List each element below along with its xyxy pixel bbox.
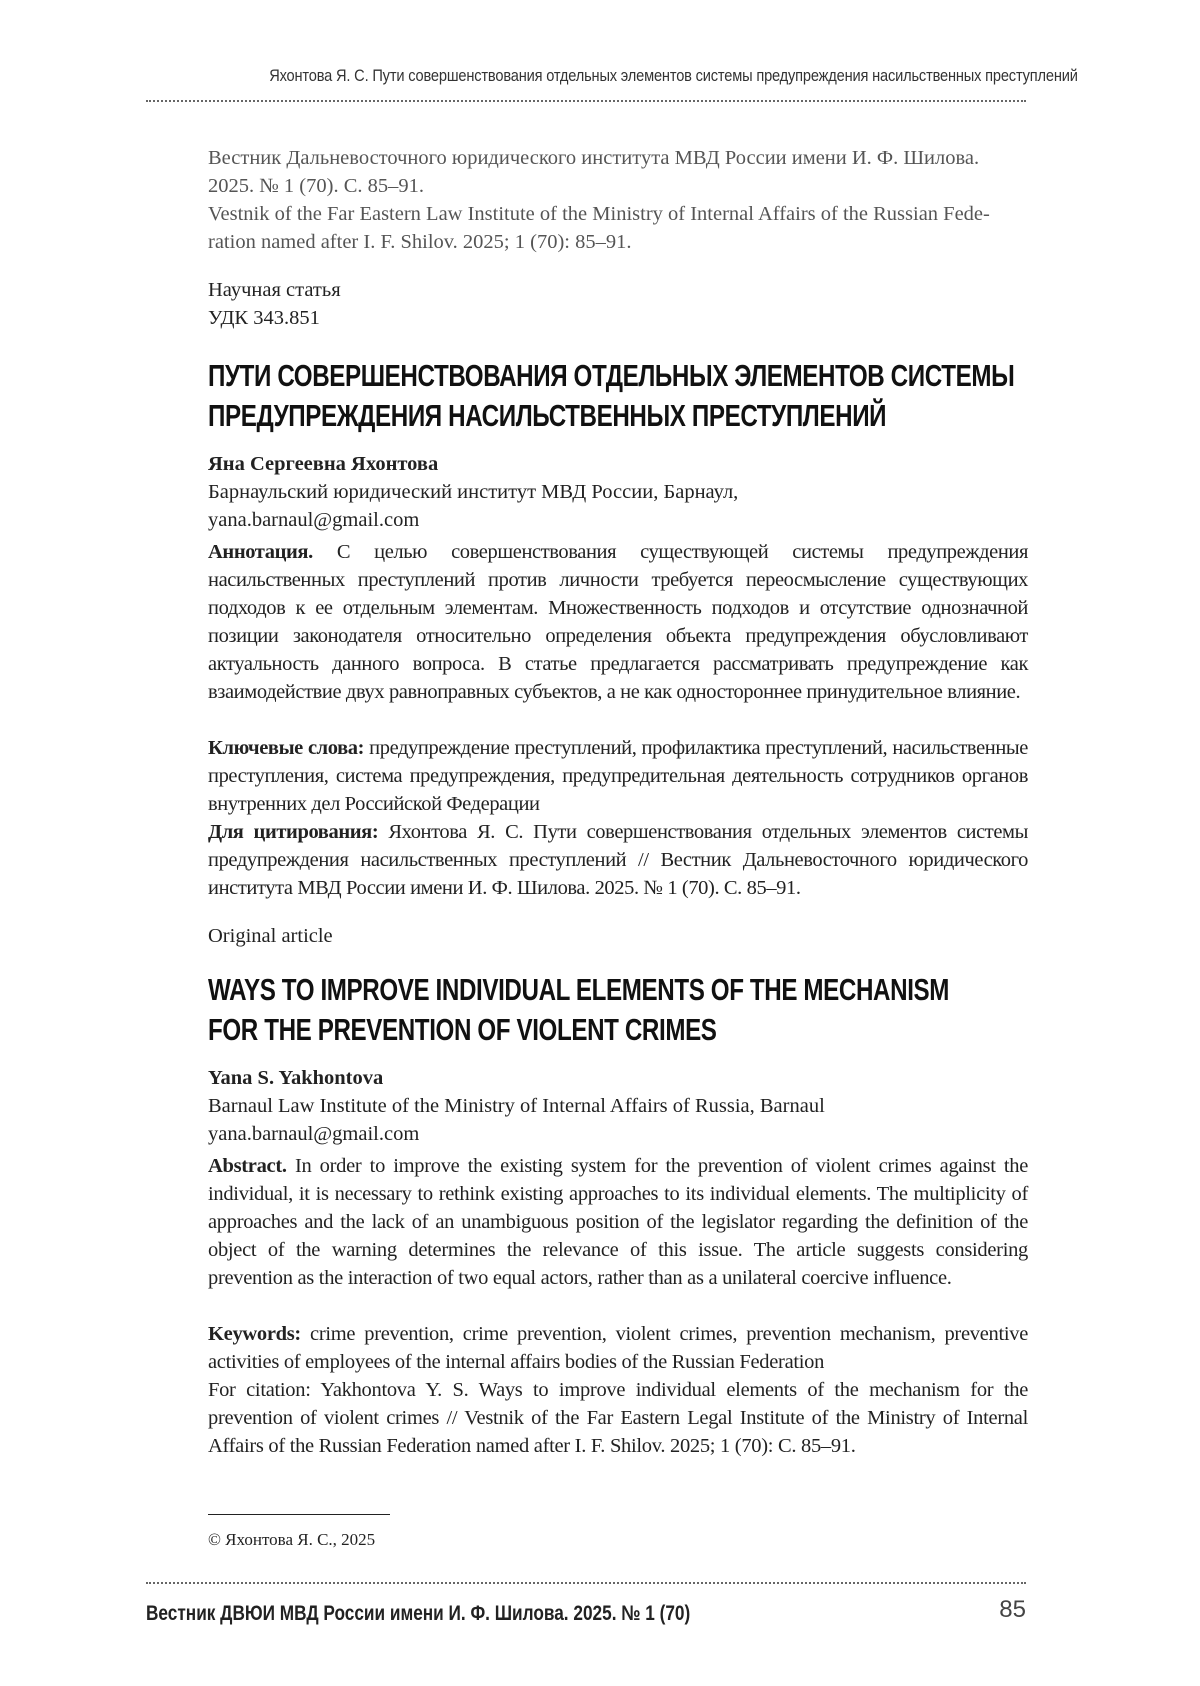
author-name-ru: Яна Сергеевна Яхонтова bbox=[208, 453, 439, 475]
footer-divider bbox=[146, 1582, 1026, 1584]
title-ru-line1: ПУТИ СОВЕРШЕНСТВОВАНИЯ ОТДЕЛЬНЫХ ЭЛЕМЕНТОВ СИСТЕМЫ bbox=[208, 358, 1015, 393]
title-ru-line2: ПРЕДУПРЕЖДЕНИЯ НАСИЛЬСТВЕННЫХ ПРЕСТУПЛЕНИЙ bbox=[208, 398, 887, 433]
title-en bbox=[208, 970, 1158, 1050]
copyright: © Яхонтова Я. С., 2025 bbox=[208, 1530, 376, 1549]
keywords-text-ru: предупреждение преступлений, профилактика преступлений, насильственные преступления, система предупреждения, предупредительная деятельность сотрудников органов внутренних дел Российской Федерации bbox=[208, 737, 1028, 815]
citation-label-ru: Для цитирования: bbox=[208, 821, 379, 843]
journal-reference bbox=[208, 144, 1028, 256]
affiliation-en: Barnaul Law Institute of the Ministry of Internal Affairs of Russia, Barnaul bbox=[208, 1095, 825, 1117]
keywords-text-en: crime prevention, crime prevention, violent crimes, prevention mechanism, preventive activities of employees of the internal affairs bodies of the Russian Federation bbox=[208, 1323, 1028, 1373]
article-type-en: Original article bbox=[208, 925, 333, 947]
affiliation-ru: Барнаульский юридический институт МВД России, Барнаул, bbox=[208, 481, 739, 503]
abstract-ru bbox=[208, 538, 1028, 706]
email-en: yana.barnaul@gmail.com bbox=[208, 1123, 420, 1145]
author-block-en bbox=[208, 1064, 1028, 1148]
running-head: Яхонтова Я. С. Пути совершенствования отдельных элементов системы предупреждения насильственных преступлений bbox=[269, 66, 1078, 85]
abstract-label-ru: Аннотация. bbox=[208, 541, 313, 563]
email-ru: yana.barnaul@gmail.com bbox=[208, 509, 420, 531]
journal-ref-ru-line1: Вестник Дальневосточного юридического института МВД России имени И. Ф. Шилова. bbox=[208, 147, 980, 169]
abstract-text-en: In order to improve the existing system for the prevention of violent crimes against the individual, it is necessary to rethink existing approaches to its individual elements. The multiplicity of approaches and the lack of an unambiguous position of the legislator regarding the definition of the object of the warning determines the relevance of this issue. The article suggests considering prevention as the interaction of two equal actors, rather than as a unilateral coercive influence. bbox=[208, 1155, 1028, 1289]
abstract-label-en: Abstract. bbox=[208, 1155, 287, 1177]
abstract-en bbox=[208, 1152, 1028, 1292]
abstract-text-ru: С целью совершенствования существующей системы предупреждения насильственных преступлений против личности требуется переосмысление существующих подходов к ее отдельным элементам. Множественность подходов и отсутствие однозначной позиции законодателя относительно определения объекта предупреждения обусловливают актуальность данного вопроса. В статье предлагается рассматривать предупреждение как взаимодействие двух равноправных субъектов, а не как одностороннее принудительное влияние. bbox=[208, 541, 1028, 703]
citation-text-en: For citation: Yakhontova Y. S. Ways to improve individual elements of the mechanism for the prevention of violent crimes // Vestnik of the Far Eastern Legal Institute of the Ministry of Internal Affairs of the Russian Federation named after I. F. Shilov. 2025; 1 (70): C. 85–91. bbox=[208, 1379, 1028, 1457]
title-en-line1: WAYS TO IMPROVE INDIVIDUAL ELEMENTS OF THE MECHANISM bbox=[208, 972, 950, 1007]
keywords-label-en: Keywords: bbox=[208, 1323, 301, 1345]
citation-text-ru: Яхонтова Я. С. Пути совершенствования отдельных элементов системы предупреждения насильственных преступлений // Вестник Дальневосточного юридического института МВД России имени И. Ф. Шилова. 2025. № 1 (70). С. 85–91. bbox=[208, 821, 1029, 899]
journal-ref-en-line1: Vestnik of the Far Eastern Law Institute of the Ministry of Internal Affairs of the Russian Fede- bbox=[208, 203, 990, 225]
journal-ref-ru-line2: 2025. № 1 (70). С. 85–91. bbox=[208, 175, 425, 197]
udc: УДК 343.851 bbox=[208, 307, 320, 329]
title-en-line2: FOR THE PREVENTION OF VIOLENT CRIMES bbox=[208, 1012, 717, 1047]
footnote-rule bbox=[208, 1514, 390, 1515]
footer-journal: Вестник ДВЮИ МВД России имени И. Ф. Шилова. 2025. № 1 (70) bbox=[146, 1602, 691, 1625]
author-block-ru bbox=[208, 450, 1028, 534]
keywords-en bbox=[208, 1320, 1028, 1376]
journal-ref-en-line2: ration named after I. F. Shilov. 2025; 1 (70): 85–91. bbox=[208, 231, 632, 253]
keywords-ru bbox=[208, 734, 1028, 818]
page-number: 85 bbox=[999, 1596, 1026, 1623]
citation-en bbox=[208, 1376, 1028, 1460]
header-divider bbox=[146, 100, 1026, 102]
author-name-en: Yana S. Yakhontova bbox=[208, 1067, 384, 1089]
title-ru bbox=[208, 356, 1200, 436]
article-type-ru: Научная статья bbox=[208, 279, 341, 301]
keywords-label-ru: Ключевые слова: bbox=[208, 737, 365, 759]
article-meta-ru bbox=[208, 276, 1028, 332]
citation-ru bbox=[208, 818, 1028, 902]
